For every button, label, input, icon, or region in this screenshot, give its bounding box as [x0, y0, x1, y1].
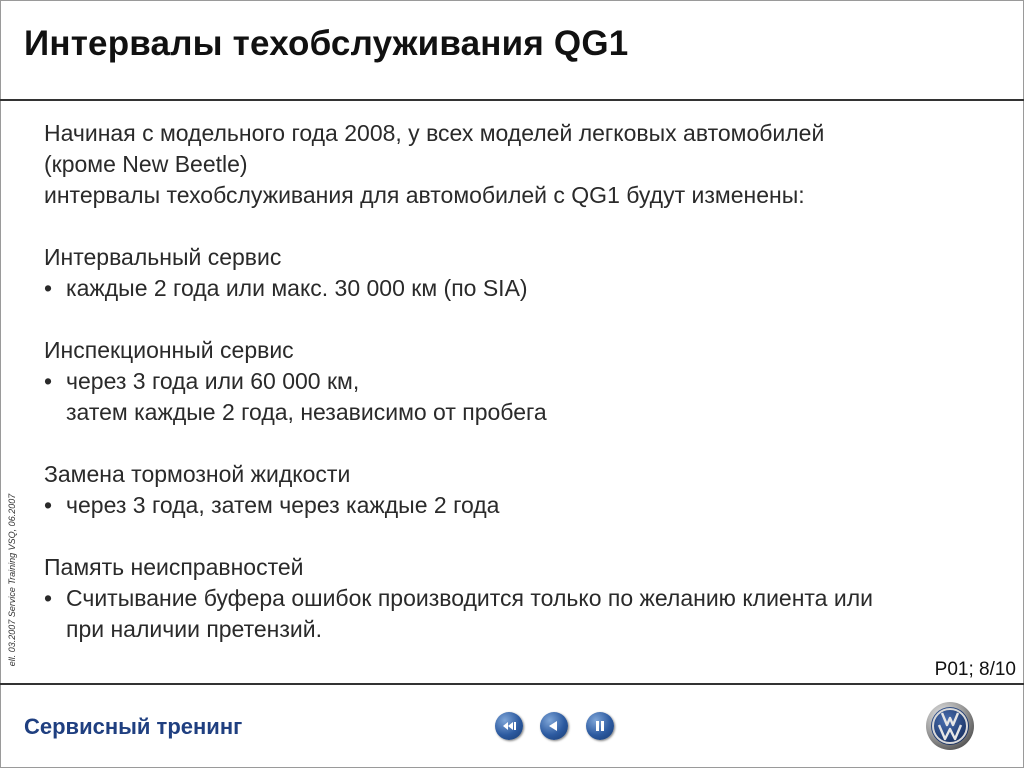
intro-line: интервалы техобслуживания для автомобилей с QG1 будут изменены:	[44, 182, 805, 208]
previous-button[interactable]	[540, 712, 568, 740]
section-heading: Инспекционный сервис	[44, 337, 294, 363]
bullet-icon: •	[44, 585, 53, 611]
bullet-text: при наличии претензий.	[66, 616, 322, 642]
section-inspection-service	[44, 335, 984, 428]
side-note	[2, 480, 22, 680]
slide-body	[44, 118, 984, 645]
bullet-item	[44, 490, 984, 521]
bullet-text: Считывание буфера ошибок производится только по желанию клиента или	[66, 585, 873, 611]
intro-line: (кроме New Beetle)	[44, 151, 248, 177]
slide-title: Интервалы техобслуживания QG1	[24, 24, 629, 63]
title-bar	[0, 0, 1024, 101]
footer-divider	[0, 683, 1024, 685]
bullet-icon: •	[44, 492, 53, 518]
section-heading: Замена тормозной жидкости	[44, 461, 351, 487]
vw-logo	[925, 701, 975, 751]
rewind-icon	[495, 712, 523, 740]
bullet-icon: •	[44, 275, 53, 301]
section-fault-memory	[44, 552, 984, 645]
bullet-text: через 3 года, затем через каждые 2 года	[66, 492, 500, 518]
bullet-icon: •	[44, 368, 53, 394]
intro-block	[44, 118, 984, 211]
bullet-item	[44, 583, 984, 645]
section-heading: Интервальный сервис	[44, 244, 282, 270]
section-heading: Память неисправностей	[44, 554, 304, 580]
page-number: P01; 8/10	[934, 659, 1016, 680]
pause-button[interactable]	[586, 712, 614, 740]
bullet-text: затем каждые 2 года, независимо от пробега	[66, 399, 547, 425]
intro-line: Начиная с модельного года 2008, у всех моделей легковых автомобилей	[44, 120, 825, 146]
rewind-button[interactable]	[495, 712, 523, 740]
side-note-text: ell. 03.2007 Service Training VSQ, 06.2007	[7, 493, 17, 667]
pause-icon	[586, 712, 614, 740]
previous-icon	[540, 712, 568, 740]
footer-label: Сервисный тренинг	[24, 714, 243, 739]
bullet-item	[44, 273, 984, 304]
section-interval-service	[44, 242, 984, 304]
section-brake-fluid	[44, 459, 984, 521]
bullet-text: каждые 2 года или макс. 30 000 км (по SIA)	[66, 275, 528, 301]
bullet-item	[44, 366, 984, 428]
bullet-text: через 3 года или 60 000 км,	[66, 368, 360, 394]
